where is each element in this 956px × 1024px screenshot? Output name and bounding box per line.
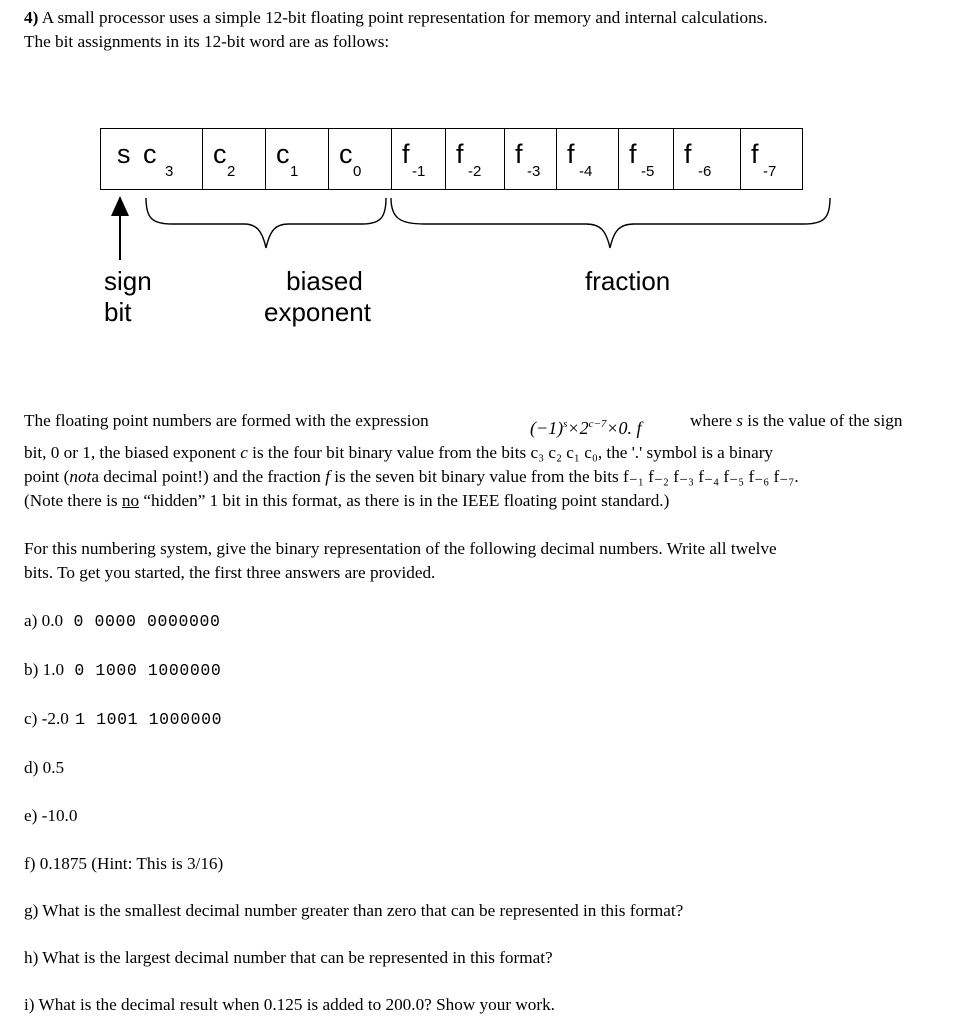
problem-header-line-2: The bit assignments in its 12-bit word are as follows: xyxy=(24,32,390,51)
p1l4a: (Note there is xyxy=(24,491,118,510)
bit-cell-f-2 xyxy=(446,128,505,190)
c3-symbol: c xyxy=(143,139,157,169)
bit-cell-f-3 xyxy=(505,128,557,190)
sign-desc: is the value of the sign xyxy=(747,411,903,430)
cell-symbol: f xyxy=(751,139,759,169)
exponent-brace-icon xyxy=(146,198,386,248)
s-var: s xyxy=(736,411,743,430)
expr-end: ×0. xyxy=(606,418,633,438)
cell-symbol: f xyxy=(629,139,637,169)
cell-subscript: 0 xyxy=(353,163,362,180)
sign-bit-label xyxy=(104,266,152,328)
cell-subscript: -2 xyxy=(468,163,482,180)
cell-symbol: f xyxy=(402,139,410,169)
para1-line4 xyxy=(24,491,669,512)
p1l3b: a decimal point!) and the fraction xyxy=(91,467,321,486)
header-text-1: A small processor uses a simple 12-bit floating point representation for memory and internal calculations. xyxy=(41,8,768,27)
bit-cell-f-1 xyxy=(392,128,446,190)
answer-label: b) 1.0 xyxy=(24,660,65,679)
biased-exponent-label xyxy=(264,266,371,328)
p1l3c: is the seven bit binary value from the bits f₋₁ f₋₂ f₋₃ f₋₄ f₋₅ f₋₆ f₋₇. xyxy=(334,467,799,486)
para1-line2 xyxy=(24,443,773,464)
answer-c xyxy=(24,709,222,730)
question-h: h) What is the largest decimal number that can be represented in this format? xyxy=(24,948,553,967)
problem-header-line-1 xyxy=(24,8,768,29)
bit-cell-f-6 xyxy=(674,128,741,190)
exponent-label-line1: biased xyxy=(286,266,363,296)
answer-b xyxy=(24,660,221,681)
problem-number: 4) xyxy=(24,8,39,27)
cell-subscript: -5 xyxy=(641,163,655,180)
cell-symbol: f xyxy=(515,139,523,169)
cell-subscript: -1 xyxy=(412,163,426,180)
bit-cell-c2 xyxy=(203,128,266,190)
p1l2a: bit, 0 or 1, the biased exponent xyxy=(24,443,236,462)
cell-symbol: c xyxy=(213,139,227,169)
sign-symbol: s xyxy=(117,139,131,169)
bit-cell-f-7 xyxy=(741,128,803,190)
answer-bits: 0 0000 0000000 xyxy=(73,612,221,631)
answer-bits: 0 1000 1000000 xyxy=(74,661,222,680)
p1l2b: is the four bit binary value from the bits c₃ c₂ c₁ c₀, the '.' symbol is a binary xyxy=(252,443,774,462)
exponent-label-line2: exponent xyxy=(264,297,371,328)
bit-layout-diagram xyxy=(100,128,803,192)
expr-part: (−1) xyxy=(530,418,564,438)
answer-label: c) -2.0 xyxy=(24,709,69,728)
c-var: c xyxy=(240,443,248,462)
question-d: d) 0.5 xyxy=(24,758,65,777)
where-text: where xyxy=(690,411,732,430)
p1l3a: point ( xyxy=(24,467,70,486)
bit-cell-c0 xyxy=(329,128,392,190)
expr-f: f xyxy=(636,418,642,438)
bit-cell-s-c3 xyxy=(100,128,203,190)
answer-bits: 1 1001 1000000 xyxy=(75,710,223,729)
no-underline: no xyxy=(121,491,140,510)
question-g: g) What is the smallest decimal number greater than zero that can be represented in this format? xyxy=(24,901,684,920)
para2-line2: bits. To get you started, the first three answers are provided. xyxy=(24,563,436,582)
question-i: i) What is the decimal result when 0.125 is added to 200.0? Show your work. xyxy=(24,995,555,1014)
cell-symbol: f xyxy=(684,139,692,169)
expr-mid: ×2 xyxy=(567,418,589,438)
answer-label: a) 0.0 xyxy=(24,611,64,630)
question-f: f) 0.1875 (Hint: This is 3/16) xyxy=(24,854,224,873)
fraction-label: fraction xyxy=(585,266,671,296)
formula-line-tail xyxy=(690,411,902,432)
sign-label-line2: bit xyxy=(104,297,132,328)
sign-label-line1: sign xyxy=(104,266,152,296)
cell-symbol: f xyxy=(456,139,464,169)
bit-cell-c1 xyxy=(266,128,329,190)
sign-arrow-icon xyxy=(111,196,129,260)
answer-a xyxy=(24,611,220,632)
cell-symbol: c xyxy=(276,139,290,169)
p1l4b: “hidden” 1 bit in this format, as there is in the IEEE floating point standard.) xyxy=(143,491,670,510)
question-e: e) -10.0 xyxy=(24,806,78,825)
c3-subscript: 3 xyxy=(165,163,174,180)
formula-intro: The floating point numbers are formed with the expression xyxy=(24,411,429,430)
fraction-brace-icon xyxy=(391,198,830,248)
not-emph: not xyxy=(69,467,92,486)
cell-subscript: 1 xyxy=(290,163,299,180)
f-var: f xyxy=(325,467,330,486)
bit-cell-f-4 xyxy=(557,128,619,190)
para1-line3 xyxy=(24,467,799,488)
cell-subscript: -3 xyxy=(527,163,541,180)
bit-cell-f-5 xyxy=(619,128,674,190)
cell-subscript: -6 xyxy=(698,163,712,180)
para2-line1: For this numbering system, give the binary representation of the following decimal numbers. Write all twelve xyxy=(24,539,777,558)
cell-symbol: c xyxy=(339,139,353,169)
cell-subscript: -7 xyxy=(763,163,777,180)
expr-exp: c−7 xyxy=(588,418,607,430)
formula-line xyxy=(24,411,429,432)
cell-symbol: f xyxy=(567,139,575,169)
cell-subscript: 2 xyxy=(227,163,236,180)
cell-subscript: -4 xyxy=(579,163,593,180)
expr-sign-exp: s xyxy=(563,418,568,430)
expression-formula xyxy=(530,418,642,440)
